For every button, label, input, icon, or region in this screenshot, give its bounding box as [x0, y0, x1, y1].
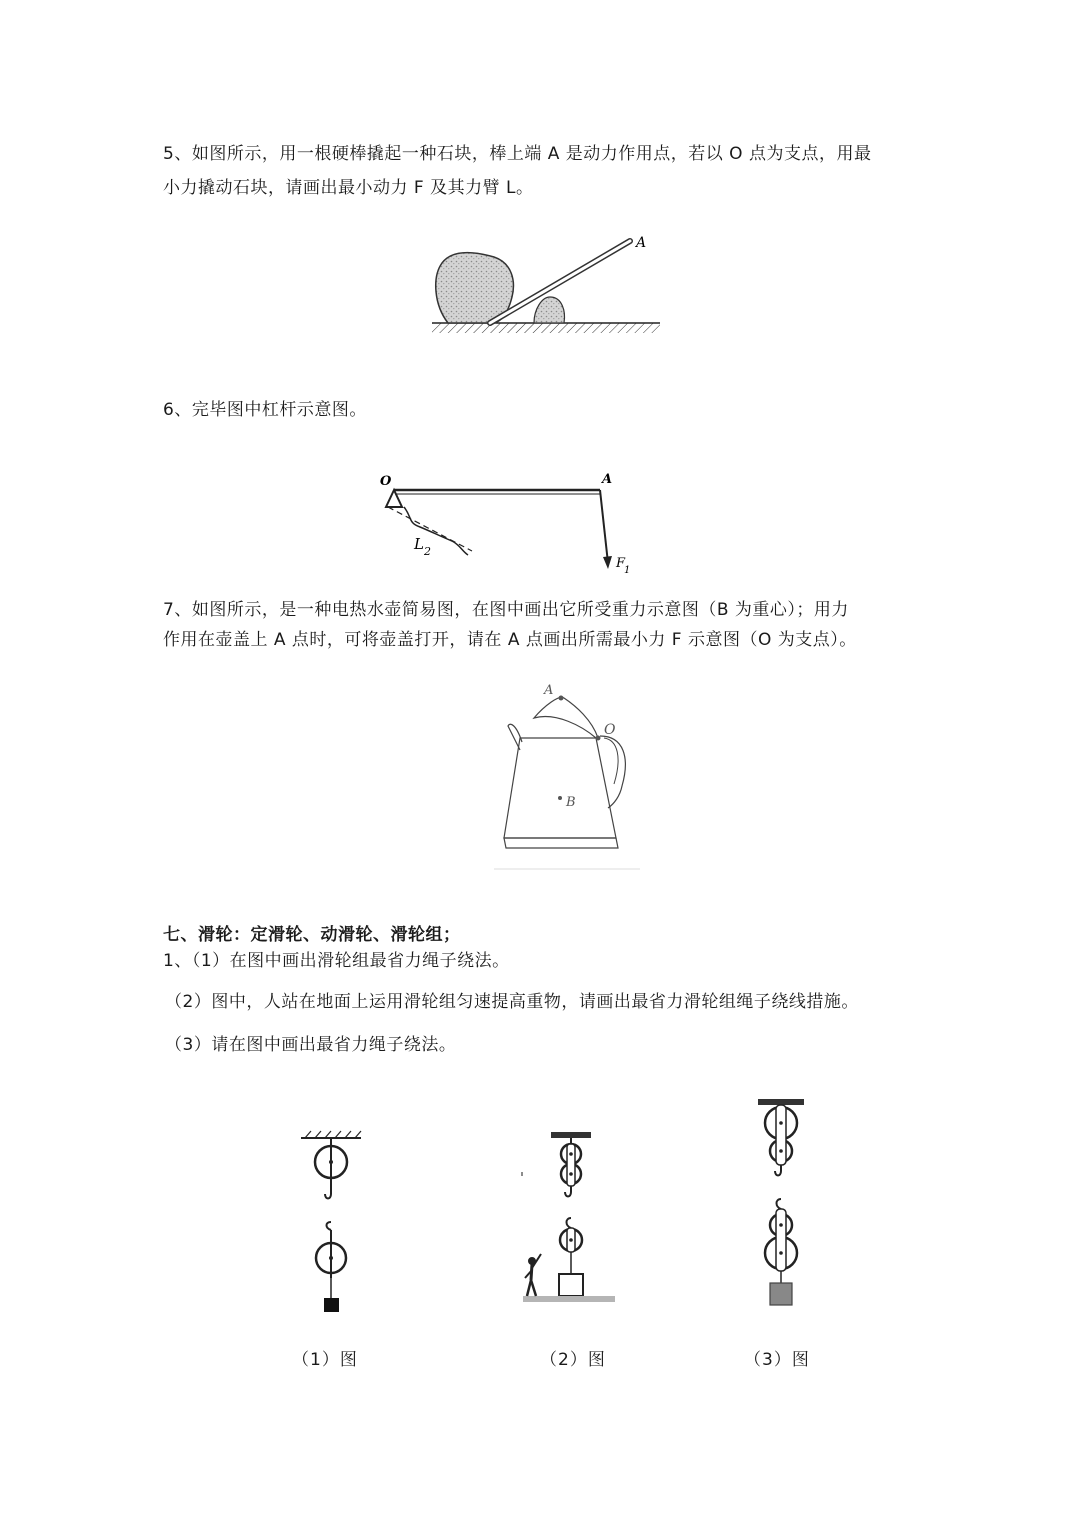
ceiling-beam [758, 1099, 804, 1105]
movable-axle [569, 1238, 573, 1242]
rock [436, 253, 514, 324]
upper-hook [565, 1186, 571, 1197]
upper-hook [775, 1165, 781, 1176]
pulley-figure-1 [295, 1128, 370, 1320]
figure-2-caption: （2）图 [540, 1350, 606, 1370]
figure-1-caption: （1）图 [292, 1350, 358, 1370]
kettle-body [504, 738, 616, 838]
q5-lever-rock-figure [420, 225, 670, 345]
q5-text-line1: 5、如图所示，用一根硬棒撬起一种石块，棒上端 A 是动力作用点，若以 O 点为支点，用最 [163, 144, 872, 164]
person-figure [525, 1254, 541, 1296]
point-o-dot [596, 736, 601, 741]
ceiling-hatch [305, 1131, 361, 1138]
kettle-handle-inner [604, 738, 618, 784]
load-weight [324, 1298, 339, 1312]
l2-label: L [414, 535, 424, 553]
lower-hook [327, 1222, 332, 1230]
fixed-axle-2 [569, 1172, 573, 1176]
force-f1-line [600, 490, 608, 563]
point-b-label: B [566, 795, 576, 810]
section7-item3: （3）请在图中画出最省力绳子绕法。 [165, 1035, 457, 1055]
pulley-figure-2 [515, 1128, 620, 1313]
l2-subscript: 2 [424, 545, 431, 558]
pulley-figure-3 [748, 1095, 813, 1315]
fulcrum-stone [534, 297, 564, 323]
kettle-base [504, 838, 618, 848]
section7-heading: 七、滑轮：定滑轮、动滑轮、滑轮组； [163, 925, 461, 945]
q7-text-line2: 作用在壶盖上 A 点时，可将壶盖打开，请在 A 点画出所需最小力 F 示意图（O 为支点）。 [163, 630, 857, 650]
fixed-axle-1 [569, 1152, 573, 1156]
movable-axle-2 [779, 1251, 783, 1255]
fixed-axle-2 [779, 1149, 783, 1153]
q7-text-line1: 7、如图所示，是一种电热水壶简易图，在图中画出它所受重力示意图（B 为重心）；用力 [163, 600, 849, 620]
movable-pulley-axle [329, 1256, 333, 1260]
load-weight [770, 1283, 792, 1305]
load-weight [559, 1274, 583, 1296]
point-a-dot [559, 696, 564, 701]
fixed-pulley-frame [567, 1144, 575, 1186]
q5-text-line2: 小力撬动石块，请画出最小动力 F 及其力臂 L。 [163, 178, 534, 198]
point-a-label: A [602, 472, 613, 487]
force-f1-arrowhead [603, 556, 612, 569]
lower-hook [567, 1218, 572, 1228]
ground-hatch [432, 323, 660, 333]
pivot-triangle [386, 490, 402, 507]
upper-hook [325, 1182, 331, 1199]
q7-kettle-figure [494, 678, 644, 873]
kettle-handle [600, 736, 625, 808]
kettle-spout [508, 724, 522, 750]
f1-label: F [616, 556, 626, 571]
section7-item2: （2）图中，人站在地面上运用滑轮组匀速提高重物，请画出最省力滑轮组绳子绕线措施。 [165, 992, 859, 1012]
point-o-label: O [380, 474, 392, 489]
point-b-dot [558, 796, 562, 800]
movable-pulley-frame [776, 1209, 786, 1271]
figure-3-caption: （3）图 [744, 1350, 810, 1370]
ceiling-beam [551, 1132, 591, 1138]
point-a-label: A [636, 235, 647, 251]
ground [523, 1296, 615, 1302]
point-a-label: A [544, 683, 554, 698]
point-o-label: O [604, 722, 616, 738]
lower-hook [777, 1199, 782, 1209]
fixed-pulley-axle [329, 1160, 333, 1164]
f1-subscript: 1 [624, 565, 631, 576]
kettle-lid [534, 697, 598, 738]
q6-text: 6、完毕图中杠杆示意图。 [163, 400, 367, 420]
q6-lever-diagram [372, 465, 642, 580]
movable-axle-1 [779, 1223, 783, 1227]
section7-item1: 1、（1）在图中画出滑轮组最省力绳子绕法。 [163, 951, 510, 971]
fixed-pulley-frame [776, 1105, 786, 1165]
fixed-axle-1 [779, 1121, 783, 1125]
